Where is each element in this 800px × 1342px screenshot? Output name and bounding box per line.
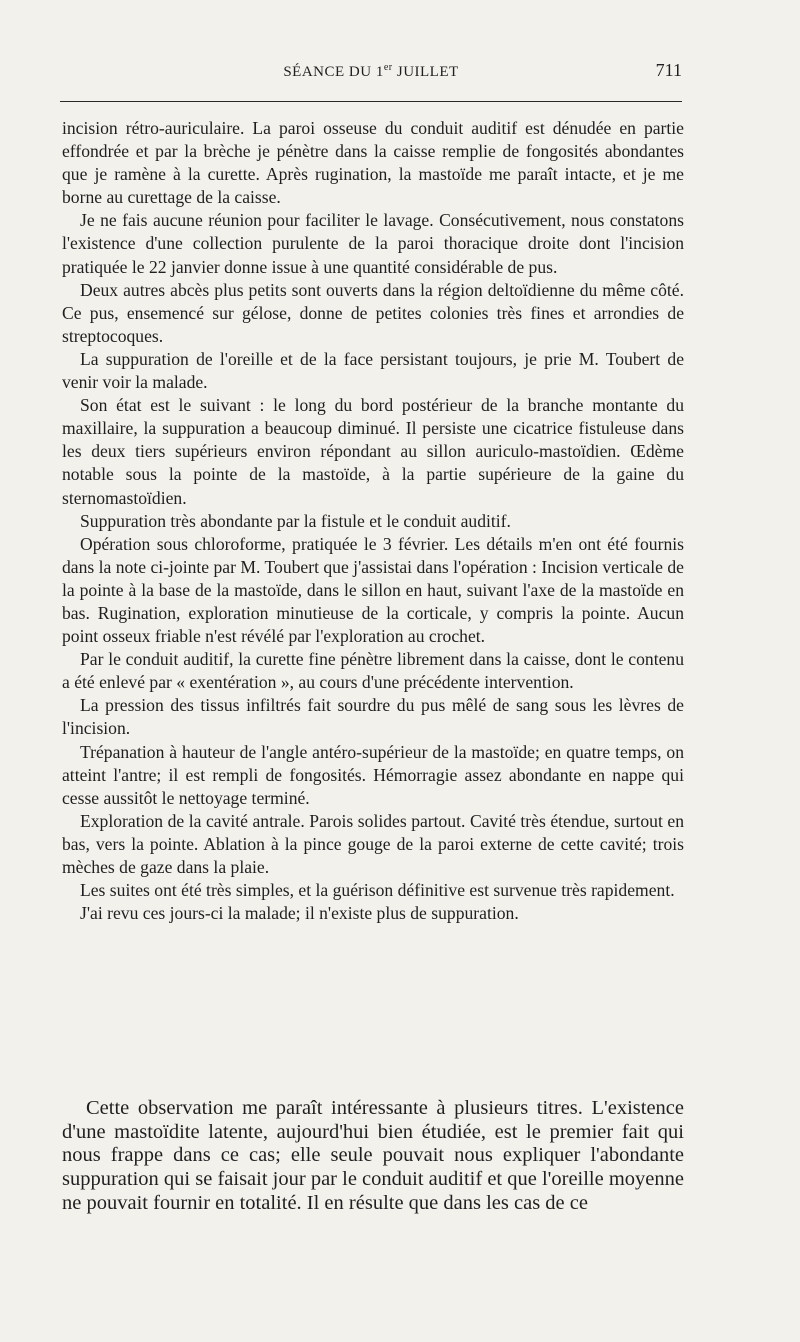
paragraph: J'ai revu ces jours-ci la malade; il n'existe plus de suppuration. [80, 903, 519, 924]
paragraph: Son état est le suivant : le long du bord postérieur de la branche montante du maxillaire, la suppuration a beaucoup diminué. Il persiste une cicatrice fistuleuse dans les deux tiers supérieurs environ répondant au sillon auriculo-mastoïdien. Œdème notable sous la pointe de la mastoïde, à la partie supérieure de la gaine du sternomastoïdien. [62, 395, 684, 508]
paragraph: Suppuration très abondante par la fistule et le conduit auditif. [80, 510, 511, 531]
paragraph: Par le conduit auditif, la curette fine pénètre librement dans la caisse, dont le contenu a été enlevé par « exentération », au cours d'une précédente intervention. [62, 649, 684, 693]
paragraph: Deux autres abcès plus petits sont ouverts dans la région deltoïdienne du même côté. Ce pus, ensemencé sur gélose, donne de petites colonies très fines et arrondies de streptocoques. [62, 279, 684, 346]
case-report-text [62, 117, 684, 925]
paragraph: Exploration de la cavité antrale. Parois solides partout. Cavité très étendue, surtout en bas, vers la pointe. Ablation à la pince gouge de la paroi externe de cette cavité; trois mèches de gaze dans la plaie. [62, 810, 684, 877]
paragraph: Cette observation me paraît intéressante à plusieurs titres. L'existence d'une mastoïdite latente, aujourd'hui bien étudiée, est le premier fait qui nous frappe dans ce cas; elle seule pouvait nous expliquer l'abondante suppuration qui se faisait jour par le conduit auditif et que l'oreille moyenne ne pouvait fournir en totalité. Il en résulte que dans les cas de ce [62, 1097, 684, 1214]
header-rule [60, 101, 682, 102]
paragraph: Les suites ont été très simples, et la guérison définitive est survenue très rapidement. [80, 880, 675, 901]
paragraph: Trépanation à hauteur de l'angle antéro-supérieur de la mastoïde; en quatre temps, on atteint l'antre; il est rempli de fongosités. Hémorragie assez abondante en nappe qui cesse aussitôt le nettoyage terminé. [62, 741, 684, 808]
page-header [60, 62, 682, 86]
paragraph: La pression des tissus infiltrés fait sourdre du pus mêlé de sang sous les lèvres de l'incision. [62, 695, 684, 739]
page-number: 711 [655, 60, 682, 80]
paragraph: incision rétro-auriculaire. La paroi osseuse du conduit auditif est dénudée en partie effondrée et par la brèche je pénètre dans la caisse remplie de fongosités abondantes que je ramène à la curette. Après rugination, la mastoïde me paraît intacte, et je me borne au curettage de la caisse. [62, 118, 684, 208]
running-head: SÉANCE DU 1er JUILLET [283, 62, 459, 80]
superscript: er [383, 62, 393, 73]
paragraph: La suppuration de l'oreille et de la face persistant toujours, je prie M. Toubert de venir voir la malade. [62, 348, 684, 393]
commentary-text [62, 1097, 684, 1216]
paragraph: Opération sous chloroforme, pratiquée le 3 février. Les détails m'en ont été fournis dans la note ci-jointe par M. Toubert que j'assistai dans l'opération : Incision verticale de la pointe à la base de la mastoïde, dans le sillon en haut, suivant l'axe de la mastoïde en bas. Rugination, exploration minutieuse de la corticale, y compris la pointe. Aucun point osseux friable n'est révélé par l'exploration au crochet. [62, 533, 684, 647]
paragraph: Je ne fais aucune réunion pour faciliter le lavage. Consécutivement, nous constatons l'existence d'une collection purulente de la paroi thoracique droite dont l'incision pratiquée le 22 janvier donne issue à une quantité considérable de pus. [62, 210, 684, 277]
